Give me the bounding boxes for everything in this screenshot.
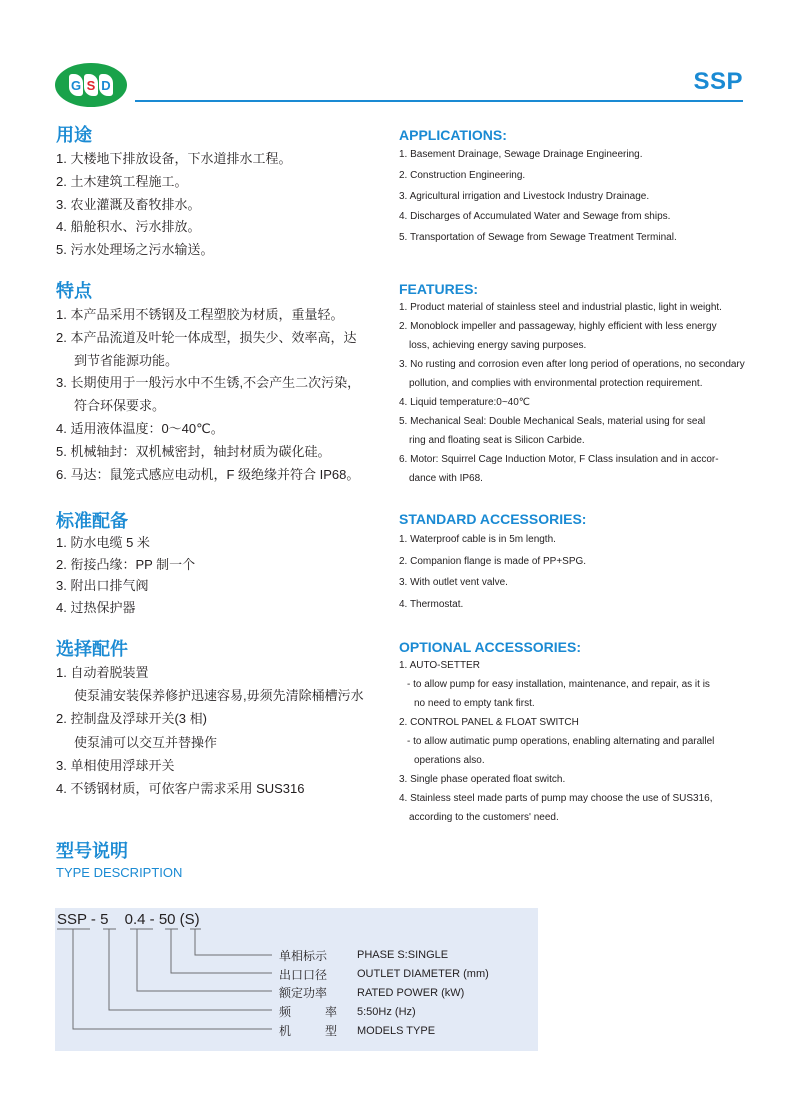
list-item: 2. 控制盘及浮球开关(3 相): [56, 711, 207, 727]
list-item: 1. Basement Drainage, Sewage Drainage Engineering.: [399, 149, 643, 160]
section-title-en: APPLICATIONS:: [399, 127, 507, 143]
legend-row-power: [279, 984, 489, 1003]
logo-letter-d: D: [99, 74, 113, 96]
list-item-continuation: ring and floating seat is Silicon Carbide.: [409, 435, 585, 446]
list-item: 6. Motor: Squirrel Cage Induction Motor, F Class insulation and in accor-: [399, 454, 719, 465]
list-item: 1. AUTO-SETTER: [399, 660, 480, 671]
section-title-en: FEATURES:: [399, 281, 479, 297]
section-title-en: STANDARD ACCESSORIES:: [399, 511, 587, 527]
legend-label-cn: 出口口径: [279, 967, 328, 982]
legend-char: 率: [324, 1005, 337, 1020]
list-item: 3. 长期使用于一般污水中不生锈,不会产生二次污染，: [56, 375, 361, 391]
list-item: 3. 附出口排气阀: [56, 578, 149, 593]
legend-label-cn: [279, 1022, 337, 1039]
section-title-en: OPTIONAL ACCESSORIES:: [399, 639, 582, 655]
list-item: 4. Liquid temperature:0~40℃: [399, 397, 531, 408]
list-item-continuation: 使泵浦可以交互并替操作: [74, 734, 218, 750]
section-title-cn: 标准配备: [56, 511, 128, 531]
code-outlet: 50: [158, 911, 176, 928]
legend-label-en: OUTLET DIAMETER (mm): [357, 968, 489, 981]
list-item: 2. Companion flange is made of PP+SPG.: [399, 555, 587, 567]
legend-char: 频: [279, 1005, 292, 1020]
list-item: 1. Product material of stainless steel and industrial plastic, light in weight.: [399, 302, 722, 313]
list-item: 2. Construction Engineering.: [399, 169, 526, 181]
legend-label-en: MODELS TYPE: [357, 1024, 436, 1037]
list-item-continuation: no need to empty tank first.: [414, 698, 535, 709]
list-item: 1. 防水电缆 5 米: [56, 535, 150, 550]
legend-row-outlet: [279, 965, 489, 984]
code-model: SSP: [57, 911, 87, 928]
type-legend: [279, 946, 489, 1040]
list-item: 5. 污水处理场之污水输送。: [56, 242, 214, 258]
list-item: 3. Agricultural irrigation and Livestock Industry Drainage.: [399, 190, 650, 202]
list-item-continuation: 符合环保要求。: [74, 398, 166, 414]
list-item: 1. 自动着脱装置: [56, 665, 149, 680]
list-item: 4. Stainless steel made parts of pump may choose the use of SUS316,: [399, 793, 713, 804]
list-item: 4. 过热保护器: [56, 599, 136, 615]
code-frequency: 5: [100, 911, 109, 928]
brand-title: SSP: [693, 68, 743, 95]
list-item: 2. Monoblock impeller and passageway, highly efficient with less energy: [399, 321, 717, 332]
list-item: 5. 机械轴封：双机械密封，轴封材质为碳化硅。: [56, 443, 331, 459]
list-item: 5. Transportation of Sewage from Sewage Treatment Terminal.: [399, 232, 677, 244]
list-item: 5. Mechanical Seal: Double Mechanical Seals, material using for seal: [399, 416, 706, 427]
legend-label-en: 5:50Hz (Hz): [357, 1005, 416, 1018]
list-item-continuation: operations also.: [414, 755, 485, 766]
legend-row-model: [279, 1021, 489, 1040]
logo-letter-s: S: [84, 74, 98, 96]
list-item: 6. 马达：鼠笼式感应电动机，F 级绝缘并符合 IP68。: [56, 466, 360, 482]
section-title-en: TYPE DESCRIPTION: [56, 865, 183, 880]
legend-label-cn: 额定功率: [279, 986, 328, 1001]
legend-row-frequency: [279, 1002, 489, 1021]
list-item: 2. 土木建筑工程施工。: [56, 173, 188, 189]
list-item: 1. 大楼地下排放设备，下水道排水工程。: [56, 151, 292, 166]
legend-char: 机: [279, 1024, 292, 1039]
legend-row-phase: [279, 946, 489, 965]
list-item: 1. 本产品采用不锈钢及工程塑胶为材质，重量轻。: [56, 307, 344, 322]
section-title-cn: 用途: [56, 125, 92, 145]
list-item: 1. Waterproof cable is in 5m length.: [399, 534, 556, 545]
list-item: 3. Single phase operated float switch.: [399, 774, 566, 785]
section-title-cn: 选择配件: [56, 639, 128, 659]
list-item: 3. With outlet vent valve.: [399, 577, 508, 588]
list-item: 2. CONTROL PANEL & FLOAT SWITCH: [399, 717, 579, 728]
legend-label-en: RATED POWER (kW): [357, 986, 465, 999]
list-item: 3. No rusting and corrosion even after long period of operations, no secondary: [399, 359, 745, 370]
section-title-cn: 型号说明: [56, 841, 128, 861]
code-dash: -: [90, 911, 96, 928]
legend-char: 型: [324, 1024, 337, 1039]
list-item: 4. Discharges of Accumulated Water and Sewage from ships.: [399, 211, 671, 223]
list-item-detail: - to allow pump for easy installation, maintenance, and repair, as it is: [407, 679, 710, 690]
list-item: 3. 农业灌溉及畜牧排水。: [56, 196, 201, 212]
code-phase: (S): [179, 911, 200, 928]
list-item-detail: - to allow autimatic pump operations, enabling alternating and parallel: [407, 736, 715, 747]
code-dash: -: [149, 911, 155, 928]
legend-label-cn: 单相标示: [279, 948, 328, 963]
list-item: 4. 适用液体温度：0～40℃。: [56, 420, 224, 436]
list-item: 3. 单相使用浮球开关: [56, 757, 175, 773]
legend-label-cn: [279, 1003, 337, 1020]
legend-label-en: PHASE S:SINGLE: [357, 949, 449, 962]
list-item: 4. Thermostat.: [399, 598, 464, 610]
list-item: 2. 本产品流道及叶轮一体成型，损失少、效率高，达: [56, 329, 357, 345]
list-item-continuation: according to the customers' need.: [409, 812, 559, 823]
list-item-continuation: pollution, and complies with environmental protection requirement.: [409, 378, 703, 389]
section-title-cn: 特点: [56, 281, 92, 301]
list-item: 4. 船舱积水、污水排放。: [56, 219, 201, 235]
list-item-continuation: 使泵浦安装保养修护迅速容易,毋须先清除桶槽污水: [74, 688, 364, 704]
code-power: 0.4: [124, 911, 146, 928]
list-item: 4. 不锈钢材质，可依客户需求采用 SUS316: [56, 781, 305, 797]
list-item-continuation: 到节省能源功能。: [74, 352, 179, 368]
list-item-continuation: loss, achieving energy saving purposes.: [409, 340, 587, 351]
list-item-continuation: dance with IP68.: [409, 473, 483, 484]
list-item: 2. 衔接凸缘：PP 制一个: [56, 556, 196, 572]
logo-letter-g: G: [69, 74, 83, 96]
